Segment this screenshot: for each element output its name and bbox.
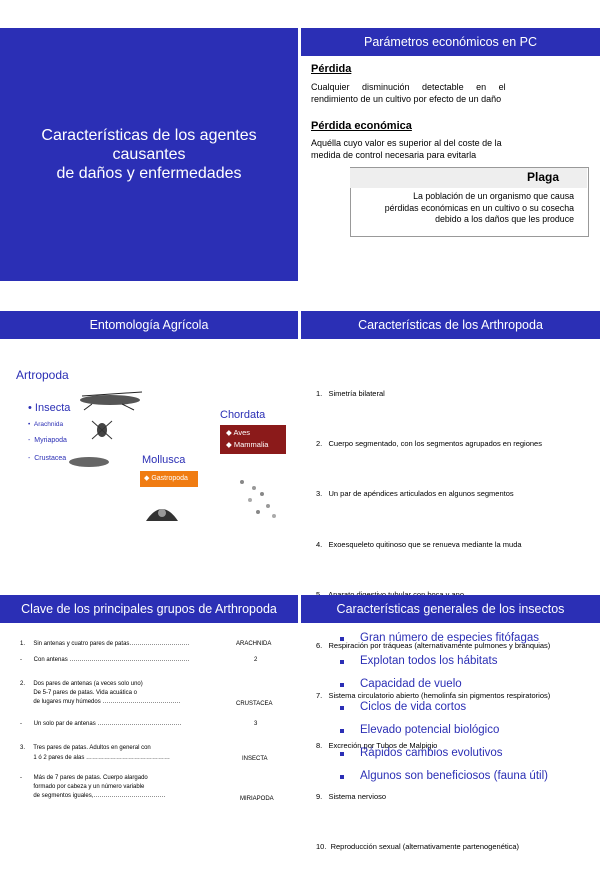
list-item: 8. Excreción por Tubos de Malpigio bbox=[316, 741, 438, 751]
perdida-title: Pérdida bbox=[311, 63, 352, 75]
slide-header-clave: Clave de los principales grupos de Arthropoda bbox=[0, 595, 298, 623]
insecta-label: • Insecta bbox=[28, 402, 71, 414]
mollusca-label: Mollusca bbox=[142, 454, 186, 466]
bullet-icon bbox=[340, 729, 344, 733]
list-item: 7. Sistema circulatorio abierto (hemolinfa sin pigmentos respiratorios) bbox=[316, 690, 551, 700]
snail-illustration bbox=[142, 497, 182, 523]
list-item: Explotan todos los hábitats bbox=[360, 655, 498, 667]
list-item: 3. Un par de apéndices articulados en algunos segmentos bbox=[316, 489, 514, 499]
list-item: 1. Simetría bilateral bbox=[316, 388, 385, 398]
list-item: 9. Sistema nervioso bbox=[316, 791, 387, 801]
key-3b-result: MIRIAPODA bbox=[240, 796, 274, 802]
list-item: 10. Reproducción sexual (alternativamente partenogenética) bbox=[316, 842, 520, 852]
artropoda-label: Artropoda bbox=[16, 368, 69, 382]
spider-illustration bbox=[90, 413, 114, 447]
key-3b-line3: de segmentos iguales,……………………………… bbox=[20, 793, 166, 799]
identification-key bbox=[20, 640, 290, 808]
bullet-icon bbox=[340, 660, 344, 664]
bullet-icon bbox=[340, 706, 344, 710]
list-item: 2. Cuerpo segmentado, con los segmentos agrupados en regiones bbox=[316, 438, 542, 448]
key-3a-result: INSECTA bbox=[242, 756, 268, 762]
title-slide-text: Características de los agentes causantes de daños y enfermedades bbox=[41, 127, 257, 182]
list-item: Ciclos de vida cortos bbox=[360, 701, 467, 713]
plaga-title-bar bbox=[350, 168, 587, 188]
grasshopper-illustration bbox=[72, 388, 152, 412]
bird-illustration bbox=[232, 470, 282, 520]
plaga-title: Plaga bbox=[526, 170, 559, 184]
myriapoda-label: - Myriapoda bbox=[28, 437, 67, 444]
list-item: Capacidad de vuelo bbox=[360, 678, 462, 690]
slide-header-insectos: Características generales de los insectos bbox=[301, 595, 600, 623]
chordata-box: ◆ Aves ◆ Mammalia bbox=[220, 425, 286, 454]
perdida-economica-definition: Aquélla cuyo valor es superior al del coste de la medida de control necesaria para evitarla bbox=[311, 138, 502, 160]
list-item: Algunos son beneficiosos (fauna útil) bbox=[360, 770, 548, 782]
plaga-definition: La población de un organismo que causa pérdidas económicas en un cultivo o su cosecha debido a los daños que les produce bbox=[384, 191, 574, 224]
key-2a-result: CRUSTACEA bbox=[236, 701, 273, 707]
key-2a-line2: De 5-7 pares de patas. Vida acuática o bbox=[20, 690, 137, 696]
key-3b-line1: - Más de 7 pares de patas. Cuerpo alargado bbox=[20, 775, 148, 781]
chordata-label: Chordata bbox=[220, 409, 266, 421]
gastropoda-box: ◆ Gastropoda bbox=[140, 471, 198, 487]
bullet-icon bbox=[340, 637, 344, 641]
key-1b-result: 2 bbox=[254, 657, 258, 663]
slide-header-arthropoda: Características de los Arthropoda bbox=[301, 311, 600, 339]
slide-header-parametros: Parámetros económicos en PC bbox=[301, 28, 600, 56]
key-2b: - Un solo par de antenas …………………………………… bbox=[20, 721, 182, 727]
key-1b: - Con antenas …………………………………………………… bbox=[20, 657, 190, 663]
list-item: Elevado potencial biológico bbox=[360, 724, 500, 736]
key-3a-line1: 3. Tres pares de patas. Adultos en general con bbox=[20, 745, 151, 751]
key-1a-result: ARACHNIDA bbox=[236, 641, 272, 647]
list-item: 4. Exoesqueleto quitinoso que se renueva mediante la muda bbox=[316, 539, 522, 549]
key-2a-line1: 2. Dos pares de antenas (a veces solo uno) bbox=[20, 681, 143, 687]
crustacea-label: - Crustacea bbox=[28, 455, 67, 462]
bullet-icon bbox=[340, 752, 344, 756]
slide-header-entomologia: Entomología Agrícola bbox=[0, 311, 298, 339]
key-2b-result: 3 bbox=[254, 721, 258, 727]
list-item: Rápidos cambios evolutivos bbox=[360, 747, 503, 759]
crustacean-illustration bbox=[66, 455, 112, 469]
perdida-definition: Cualquier disminución detectable en el rendimiento de un cultivo por efecto de un daño bbox=[311, 82, 506, 104]
key-1a: 1. Sin antenas y cuatro pares de patas………………………… bbox=[20, 641, 190, 647]
key-2a-line3: de lugares muy húmedos ………………………………… bbox=[20, 699, 181, 705]
title-slide-panel bbox=[0, 28, 298, 281]
key-3a-line2: 1 ó 2 pares de alas …………………………………… bbox=[20, 755, 171, 761]
bullet-icon bbox=[340, 683, 344, 687]
perdida-economica-title: Pérdida económica bbox=[311, 120, 412, 132]
bullet-icon bbox=[340, 775, 344, 779]
list-item: 6. Respiración por tráqueas (alternativamente pulmones y branquias) bbox=[316, 640, 551, 650]
list-item: Gran número de especies fitófagas bbox=[360, 632, 539, 644]
arachnida-label: • Arachnida bbox=[28, 421, 64, 428]
key-3b-line2: formado por cabeza y un número variable bbox=[20, 784, 145, 790]
